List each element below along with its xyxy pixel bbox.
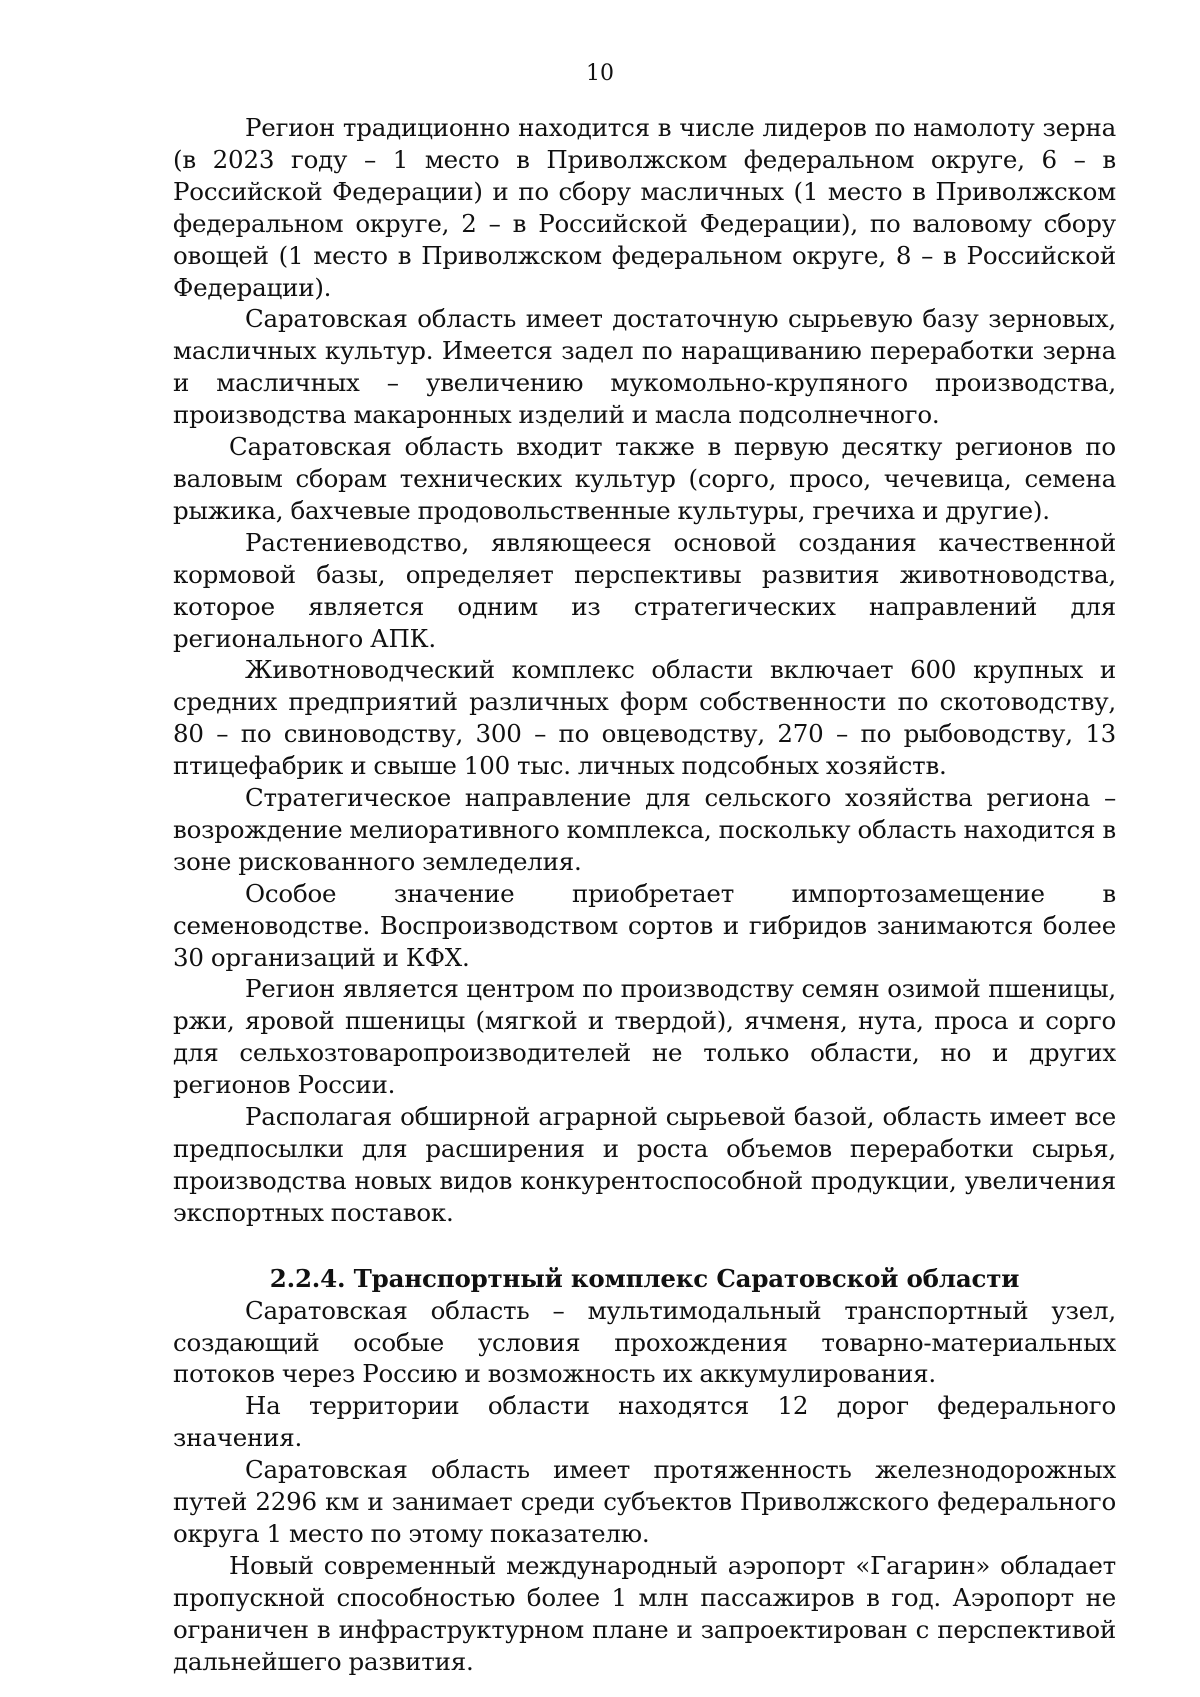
paragraph-railways: Саратовская область имеет протяженность железнодорожных путей 2296 км и занимает среди субъектов Приволжского федерального округа 1 место по этому показателю. (173, 1455, 1116, 1548)
document-body (173, 112, 1116, 1678)
paragraph-raw-material-base: Саратовская область имеет достаточную сырьевую базу зерновых, масличных культур. Имеется задел по наращиванию переработки зерна и масличных – увеличению мукомольно-крупяного производства, производства макаронных изделий и масла подсолнечного. (173, 304, 1116, 430)
paragraph-seed-production-center: Регион является центром по производству семян озимой пшеницы, ржи, яровой пшеницы (мягкой и твердой), ячменя, нута, проса и сорго для сельхозтоваропроизводителей не только области, но и других регионов России. (173, 974, 1116, 1100)
paragraph-airport: Новый современный международный аэропорт «Гагарин» обладает пропускной способностью более 1 млн пассажиров в год. Аэропорт не ограничен в инфраструктурном плане и запроектирован с перспективой дальнейшего развития. (173, 1550, 1116, 1676)
section-heading: 2.2.4. Транспортный комплекс Саратовской области (269, 1263, 1020, 1293)
paragraph-grain-leadership: Регион традиционно находится в числе лидеров по намолоту зерна (в 2023 году – 1 место в Приволжском федеральном округе, 6 – в Российской Федерации) и по сбору масличных (1 место в Приволжском федеральном округе, 2 – в Российской Федерации), по валовому сбору овощей (1 место в Приволжском федеральном округе, 8 – в Российской Федерации). (173, 113, 1116, 302)
paragraph-processing-prerequisites: Располагая обширной аграрной сырьевой базой, область имеет все предпосылки для расширения и роста объемов переработки сырья, производства новых видов конкурентоспособной продукции, увеличения экспортных поставок. (173, 1102, 1116, 1227)
paragraph-multimodal-hub: Саратовская область – мультимодальный транспортный узел, создающий особые условия прохождения товарно-материальных потоков через Россию и возможность их аккумулирования. (173, 1295, 1116, 1389)
paragraph-livestock-complex: Животноводческий комплекс области включает 600 крупных и средних предприятий различных форм собственности по скотоводству, 80 – по свиноводству, 300 – по овцеводству, 270 – по рыбоводству, 13 птицефабрик и свыше 100 тыс. личных подсобных хозяйств. (173, 655, 1116, 781)
paragraph-federal-roads: На территории области находятся 12 дорог федерального значения. (173, 1391, 1116, 1453)
paragraph-crop-production: Растениеводство, являющееся основой создания качественной кормовой базы, определяет перспективы развития животноводства, которое является одним из стратегических направлений для регионального АПК. (173, 527, 1116, 653)
paragraph-technical-crops: Саратовская область входит также в первую десятку регионов по валовым сборам технических культур (сорго, просо, чечевица, семена рыжика, бахчевые продовольственные культуры, гречиха и другие). (173, 432, 1116, 525)
paragraph-seed-import-substitution: Особое значение приобретает импортозамещение в семеноводстве. Воспроизводством сортов и гибридов занимаются более 30 организаций и КФХ. (173, 878, 1116, 972)
paragraph-melioration: Стратегическое направление для сельского хозяйства региона – возрождение мелиоративного комплекса, поскольку область находится в зоне рискованного земледелия. (173, 783, 1116, 876)
page-number: 10 (586, 61, 614, 86)
